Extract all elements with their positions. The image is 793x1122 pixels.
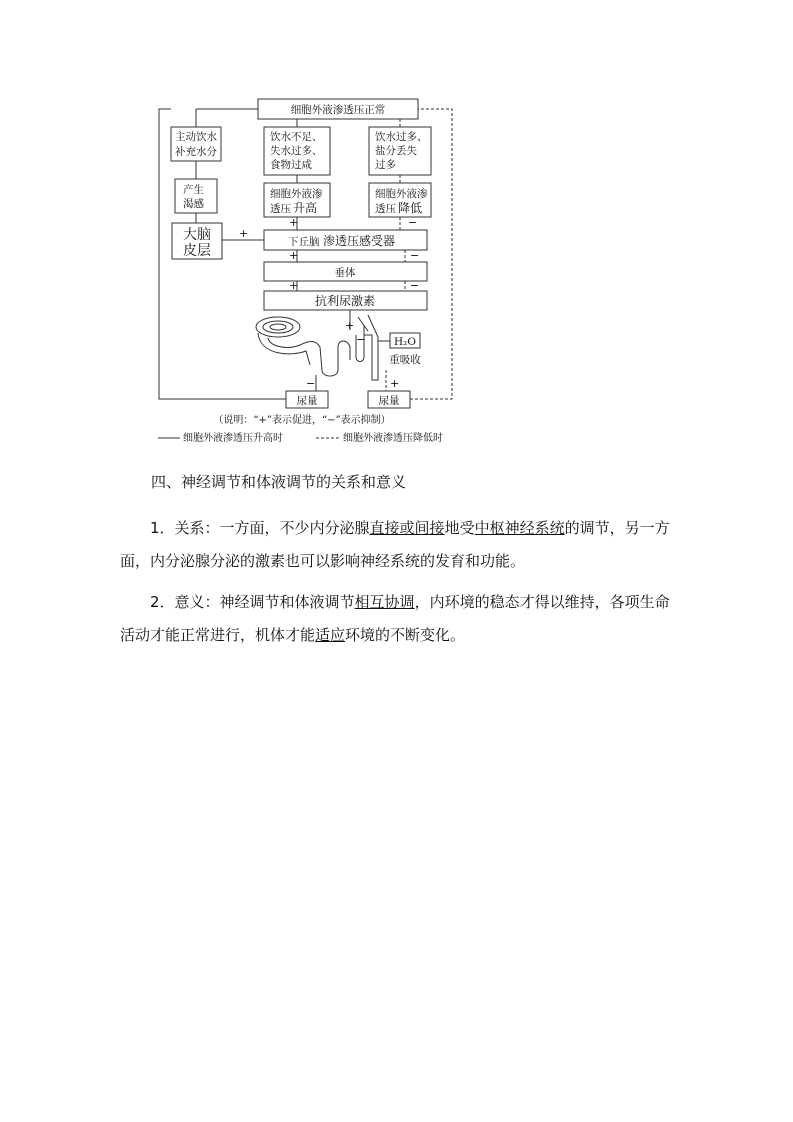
pituitary-label: 垂体 (334, 267, 356, 279)
label-osmotic-normal: 细胞外液渗透压正常 (290, 104, 386, 116)
drink-line2: 补充水分 (175, 146, 217, 158)
legend-dashed-label: 细胞外液渗透压降低时 (343, 433, 443, 444)
high-state-line1: 细胞外液渗 (270, 188, 323, 200)
low-state-line1: 细胞外液渗 (375, 188, 428, 200)
sign-plus-3: + (289, 279, 299, 292)
adh-label: 抗利尿激素 (314, 294, 376, 308)
hypo-main: 渗透压感受器 (323, 234, 396, 248)
p1-underline-1: 直接或间接 (369, 519, 445, 537)
urine-right-label: 尿量 (378, 395, 400, 407)
p2-lead: 2．意义：神经调节和体液调节 (150, 593, 355, 611)
urine-left-label: 尿量 (296, 395, 318, 407)
sign-minus-kidney: − (356, 333, 366, 346)
sign-minus-2: − (410, 249, 420, 262)
paragraph-significance (120, 586, 680, 652)
low-state-line2a: 透压 (375, 203, 396, 215)
sign-plus-2: + (289, 249, 299, 262)
paragraph-relationship (120, 512, 680, 578)
low-cause-line1: 饮水过多、 (375, 131, 428, 143)
sign-plus-1: + (289, 216, 299, 229)
low-cause-line2: 盐分丢失 (375, 145, 417, 157)
thirst-line2: 渴感 (183, 198, 204, 210)
legend-note: （说明：“+”表示促进，“−”表示抑制） (213, 415, 391, 426)
low-cause-line3: 过多 (375, 159, 396, 171)
thirst-line1: 产生 (183, 184, 204, 196)
high-cause-line2: 失水过多、 (270, 145, 323, 157)
cortex-line2: 皮层 (183, 243, 211, 259)
low-state-line2b: 降低 (398, 201, 423, 215)
high-cause-line1: 饮水不足、 (270, 131, 323, 143)
section-heading: 四、神经调节和体液调节的关系和意义 (151, 473, 407, 491)
p2-tail: 环境的不断变化。 (345, 626, 466, 644)
drink-line1: 主动饮水 (175, 131, 217, 143)
sign-minus-3: − (410, 279, 420, 292)
p1-mid: 地受 (444, 519, 475, 537)
high-cause-line3: 食物过咸 (270, 159, 312, 171)
high-state-line2a: 透压 (270, 203, 291, 215)
p1-underline-2: 中枢神经系统 (474, 519, 565, 537)
p2-underline-1: 相互协调 (354, 593, 415, 611)
reabsorb-label: 重吸收 (389, 354, 421, 366)
p1-tail: 的调节，另一方面，内分泌腺分泌的激素也可以影响神经系统的发育和功能。 (120, 519, 670, 570)
legend-solid-label: 细胞外液渗透压升高时 (183, 433, 283, 444)
hypo-prefix: 下丘脑 (288, 236, 320, 248)
sign-plus-urine: + (390, 377, 400, 390)
sign-plus-kidney: + (345, 319, 355, 332)
p1-lead: 1．关系：一方面，不少内分泌腺 (150, 519, 370, 537)
h2o-label: H₂O (394, 336, 416, 348)
high-state-line2b: 升高 (293, 201, 318, 215)
cortex-line1: 大脑 (183, 227, 211, 243)
p2-mid: ，内环境的稳态才得以维持，各项生命活动才能正常进行，机体才能 (120, 593, 670, 644)
sign-minus-urine: − (306, 377, 316, 390)
sign-plus-cortex: + (239, 227, 249, 240)
sign-minus-1: − (408, 216, 418, 229)
p2-underline-2: 适应 (315, 626, 346, 644)
osmoregulation-diagram (150, 95, 460, 450)
